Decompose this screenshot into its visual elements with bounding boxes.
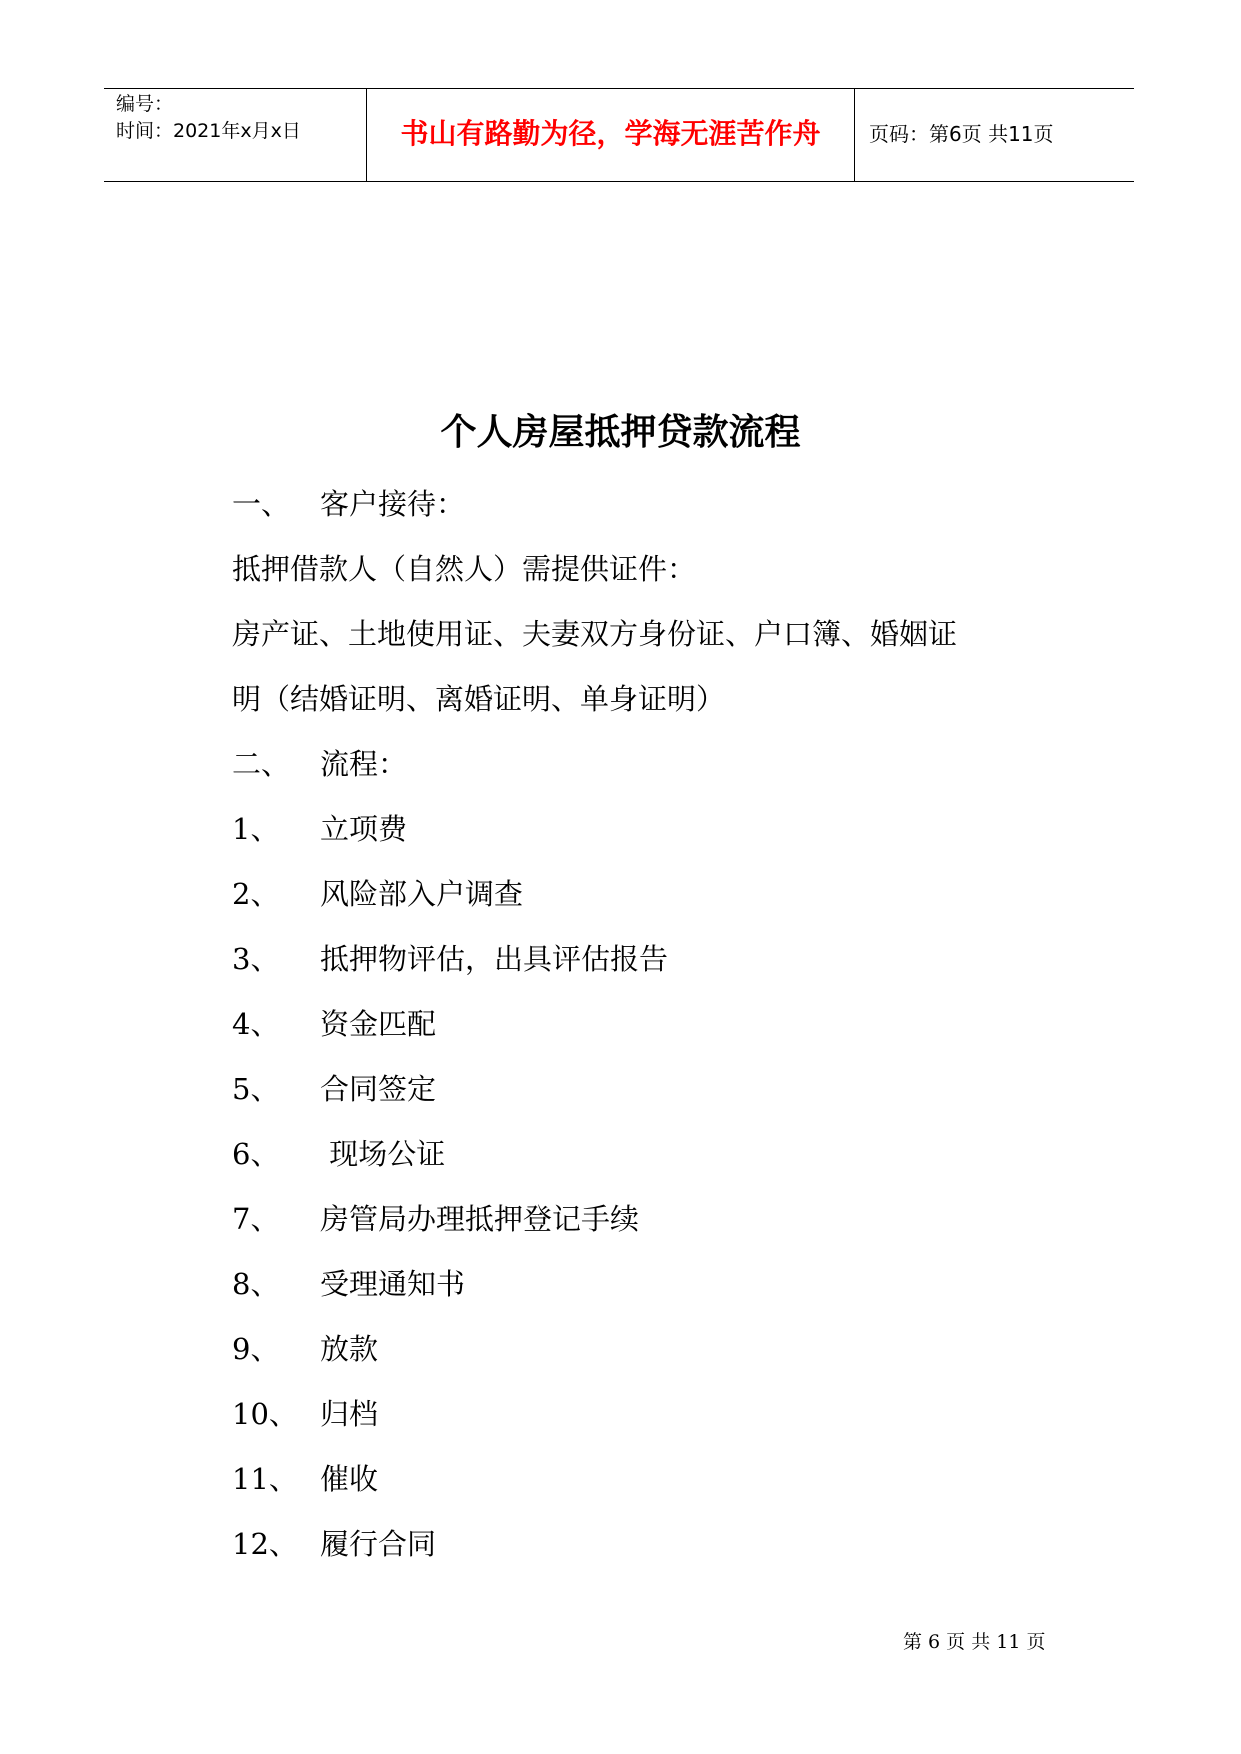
document-date-label: 时间：2021年x月x日 <box>116 120 301 142</box>
list-item <box>232 1461 378 1497</box>
list-item-number: 5、 <box>232 1072 280 1106</box>
list-item-text: 合同签定 <box>320 1072 437 1106</box>
list-item-number: 3、 <box>232 942 280 976</box>
list-item <box>232 1201 639 1237</box>
list-item-number: 7、 <box>232 1202 280 1236</box>
page-header <box>104 88 1134 182</box>
document-title: 个人房屋抵押贷款流程 <box>440 411 801 453</box>
list-item-number: 4、 <box>232 1007 280 1041</box>
list-item-text: 受理通知书 <box>320 1267 466 1301</box>
list-item-number: 12、 <box>232 1527 298 1561</box>
paragraph-document-list-line1: 房产证、土地使用证、夫妻双方身份证、户口簿、婚姻证 <box>232 617 958 651</box>
list-item-text: 归档 <box>320 1397 379 1431</box>
section-heading-customer-reception <box>232 486 465 522</box>
list-item-text: 房管局办理抵押登记手续 <box>320 1202 640 1236</box>
list-item-text: 资金匹配 <box>320 1007 437 1041</box>
list-item <box>232 876 523 912</box>
section-number: 一、 <box>232 487 291 521</box>
list-item-number: 1、 <box>232 812 280 846</box>
list-item-number: 6、 <box>232 1137 280 1171</box>
list-item-text: 现场公证 <box>320 1137 446 1171</box>
header-page-cell <box>856 89 1134 181</box>
list-item-number: 9、 <box>232 1332 280 1366</box>
list-item-text: 放款 <box>320 1332 379 1366</box>
list-item-number: 8、 <box>232 1267 280 1301</box>
list-item-text: 立项费 <box>320 812 408 846</box>
list-item <box>232 811 407 847</box>
list-item <box>232 1331 378 1367</box>
paragraph-required-documents: 抵押借款人（自然人）需提供证件： <box>232 552 697 586</box>
list-item-text: 履行合同 <box>320 1527 437 1561</box>
list-item <box>232 941 668 977</box>
section-title: 流程： <box>320 747 408 781</box>
header-motto-cell <box>367 89 855 181</box>
section-number: 二、 <box>232 747 291 781</box>
header-meta-cell <box>104 89 367 181</box>
header-page-info: 页码：第6页 共11页 <box>869 122 1054 146</box>
list-item <box>232 1396 378 1432</box>
list-item <box>232 1136 445 1172</box>
header-motto: 书山有路勤为径，学海无涯苦作舟 <box>400 117 821 150</box>
paragraph-document-list-line2: 明（结婚证明、离婚证明、单身证明） <box>232 682 726 716</box>
section-heading-process <box>232 746 407 782</box>
section-title: 客户接待： <box>320 487 466 521</box>
list-item-number: 11、 <box>232 1462 298 1496</box>
list-item-number: 2、 <box>232 877 280 911</box>
list-item <box>232 1266 465 1302</box>
list-item-text: 风险部入户调查 <box>320 877 524 911</box>
list-item <box>232 1071 436 1107</box>
list-item-text: 催收 <box>320 1462 379 1496</box>
list-item <box>232 1526 436 1562</box>
document-number-label: 编号： <box>116 93 174 115</box>
list-item <box>232 1006 436 1042</box>
page-footer-number: 第 6 页 共 11 页 <box>903 1631 1046 1653</box>
list-item-number: 10、 <box>232 1397 298 1431</box>
list-item-text: 抵押物评估，出具评估报告 <box>320 942 669 976</box>
